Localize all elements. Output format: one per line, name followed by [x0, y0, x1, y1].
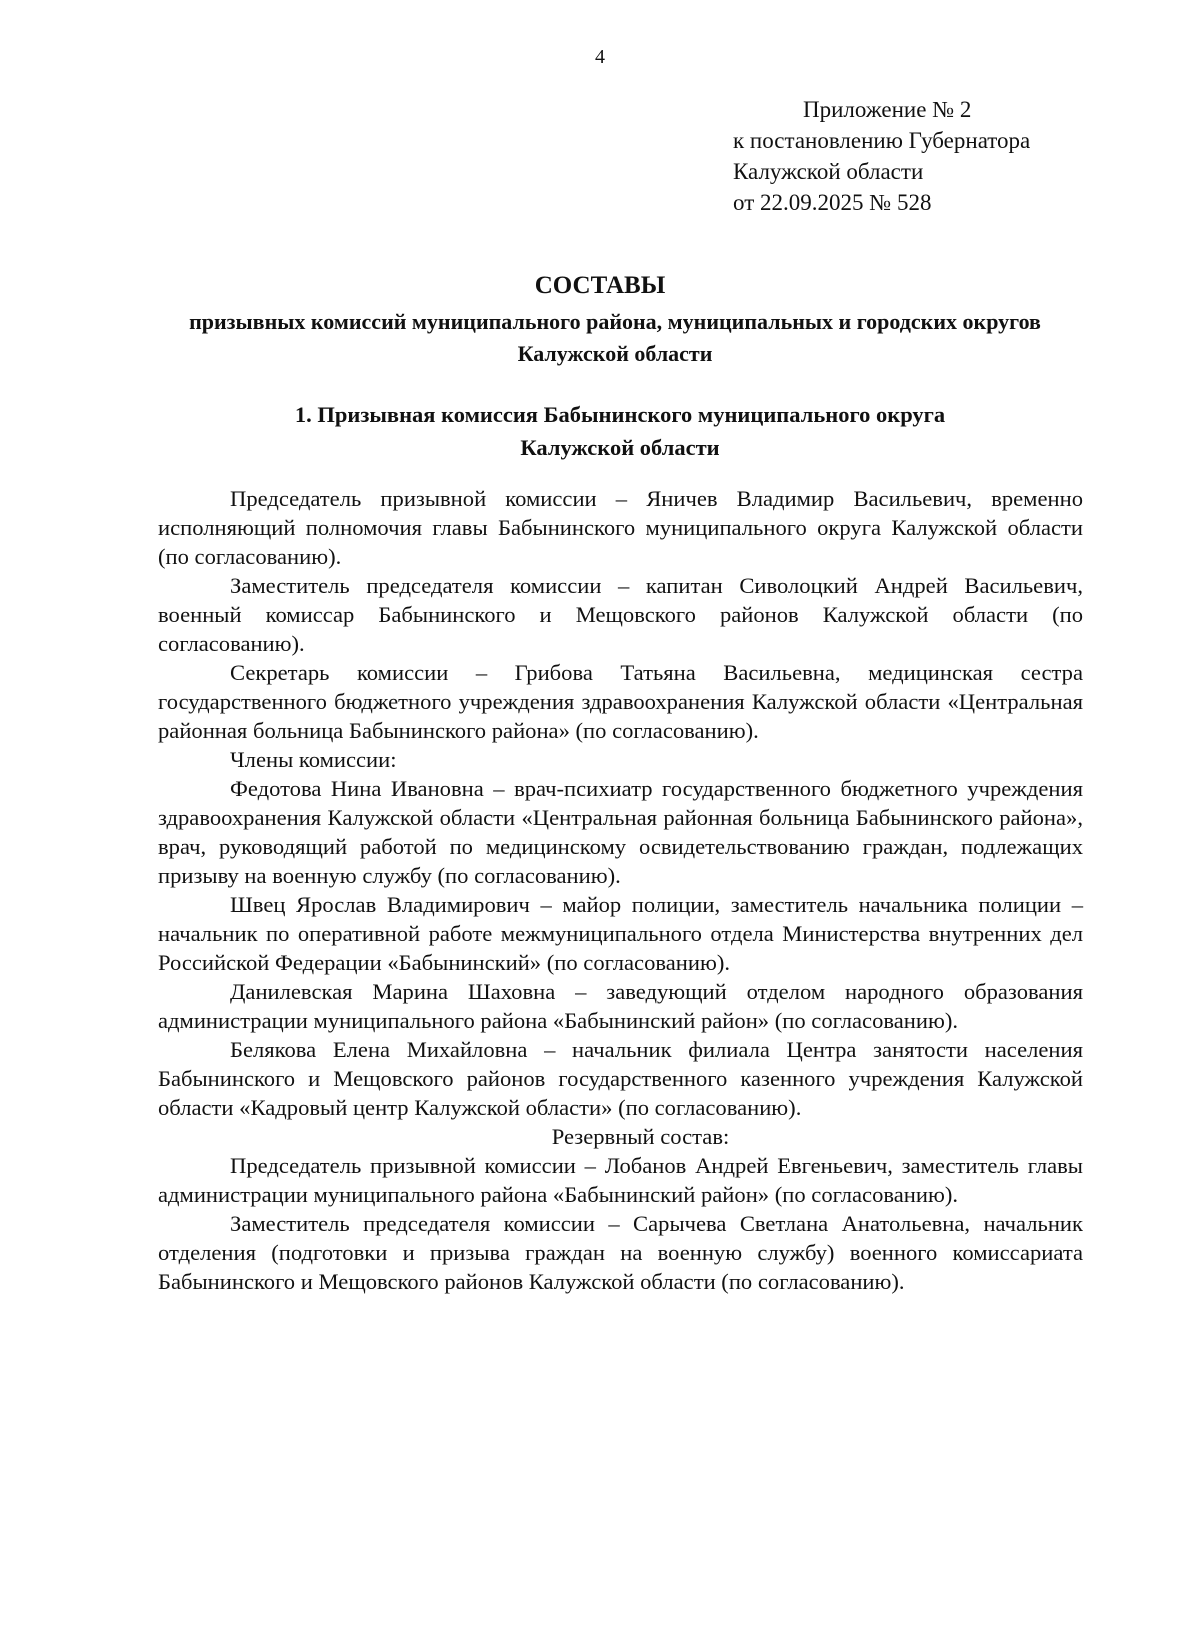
- paragraph-member-fedotova: Федотова Нина Ивановна – врач-психиатр государственного бюджетного учреждения здравоохранения Калужской области «Центральная районная больница Бабынинского района», врач, руководящий работой по медицинскому освидетельствованию граждан, подлежащих призыву на военную службу (по согласованию).: [158, 776, 1083, 888]
- document-subtitle: призывных комиссий муниципального района, муниципальных и городских округов Калужской области: [189, 309, 1041, 366]
- paragraph-reserve-deputy: Заместитель председателя комиссии – Сарычева Светлана Анатольевна, начальник отделения (подготовки и призыва граждан на военную службу) военного комиссариата Бабынинского и Мещовского районов Калужской области (по согласованию).: [158, 1211, 1083, 1294]
- paragraph-chairman: Председатель призывной комиссии – Яничев Владимир Васильевич, временно исполняющий полномочия главы Бабынинского муниципального округа Калужской области (по согласованию).: [158, 486, 1083, 569]
- document-title: СОСТАВЫ: [534, 272, 666, 299]
- appendix-line-3: Калужской области: [733, 159, 924, 184]
- paragraph-members-heading: Члены комиссии:: [230, 747, 397, 772]
- appendix-block: [733, 94, 1030, 218]
- appendix-line-4: от 22.09.2025 № 528: [733, 190, 932, 215]
- paragraph-reserve-chairman: Председатель призывной комиссии – Лобанов Андрей Евгеньевич, заместитель главы администрации муниципального района «Бабынинский район» (по согласованию).: [158, 1153, 1083, 1207]
- page-number: 4: [595, 46, 605, 68]
- paragraph-member-shvets: Швец Ярослав Владимирович – майор полиции, заместитель начальника полиции – начальник по оперативной работе межмуниципального отдела Министерства внутренних дел Российской Федерации «Бабынинский» (по согласованию).: [158, 892, 1083, 975]
- section-heading-line-1: 1. Призывная комиссия Бабынинского муниципального округа: [294, 402, 946, 427]
- paragraph-member-belyakova: Белякова Елена Михайловна – начальник филиала Центра занятости населения Бабынинского и Мещовского районов государственного казенного учреждения Калужской области «Кадровый центр Калужской области» (по согласованию).: [158, 1037, 1083, 1120]
- appendix-line-2: к постановлению Губернатора: [733, 128, 1031, 153]
- section-heading: [160, 398, 1080, 464]
- appendix-line-1: Приложение № 2: [803, 97, 972, 122]
- section-body: [158, 484, 1083, 1296]
- paragraph-deputy-chairman: Заместитель председателя комиссии – капитан Сиволоцкий Андрей Васильевич, военный комиссар Бабынинского и Мещовского районов Калужской области (по согласованию).: [158, 573, 1083, 656]
- paragraph-member-danilevskaya: Данилевская Марина Шаховна – заведующий отделом народного образования администрации муниципального района «Бабынинский район» (по согласованию).: [158, 979, 1083, 1033]
- paragraph-secretary: Секретарь комиссии – Грибова Татьяна Васильевна, медицинская сестра государственного бюджетного учреждения здравоохранения Калужской области «Центральная районная больница Бабынинского района» (по согласованию).: [158, 660, 1083, 743]
- section-heading-line-2: Калужской области: [520, 435, 720, 460]
- reserve-heading: Резервный состав:: [551, 1124, 730, 1149]
